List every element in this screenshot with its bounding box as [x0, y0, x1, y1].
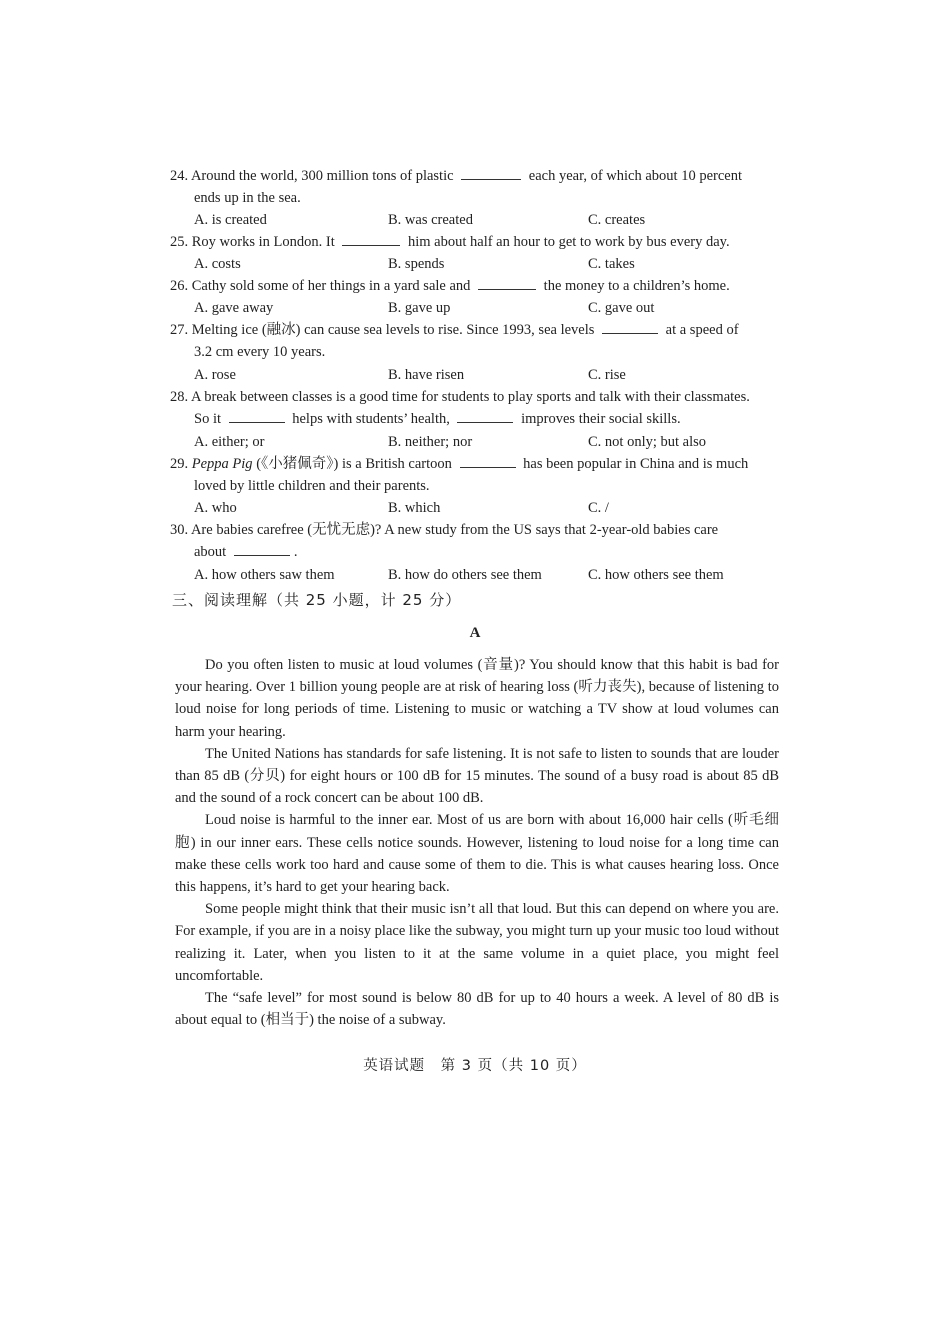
- answer-blank: [457, 408, 513, 423]
- question-text: has been popular in China and is much: [523, 456, 749, 472]
- question-number: 26.: [170, 278, 189, 294]
- options-25: [194, 253, 784, 275]
- option-a: A. who: [194, 500, 237, 516]
- question-number: 27.: [170, 322, 189, 338]
- option-b: B. have risen: [388, 367, 465, 383]
- passage-paragraph: Do you often listen to music at loud volumes (音量)? You should know that this habit is bad for your hearing. Over 1 billion young people are at risk of hearing loss (听力丧失), because of listening to loud noise for long periods of time. Listening to music or watching a TV show at loud volumes can harm your hearing.: [175, 657, 779, 740]
- question-continuation: ends up in the sea.: [194, 190, 301, 206]
- option-b: B. spends: [388, 256, 445, 272]
- options-28: [194, 431, 784, 453]
- options-26: [194, 297, 784, 319]
- answer-blank: [342, 231, 400, 246]
- option-b: B. neither; nor: [388, 434, 473, 450]
- option-b: B. how do others see them: [388, 567, 542, 583]
- options-30: [194, 564, 784, 586]
- question-text: helps with students’ health,: [292, 411, 450, 427]
- passage-paragraph: The “safe level” for most sound is below 80 dB for up to 40 hours a week. A level of 80 dB is about equal to (相当于) the noise of a subway.: [175, 990, 779, 1029]
- question-number: 25.: [170, 234, 189, 250]
- question-27: [170, 319, 782, 363]
- question-number: 28.: [170, 389, 189, 405]
- question-continuation: loved by little children and their parents.: [194, 478, 430, 494]
- question-continuation: 3.2 cm every 10 years.: [194, 344, 326, 360]
- question-text: So it: [194, 411, 221, 427]
- section-title: 三、阅读理解（共 25 小题，计 25 分）: [172, 591, 462, 609]
- question-text: (《小猪佩奇》) is a British cartoon: [256, 456, 452, 472]
- question-text: improves their social skills.: [521, 411, 681, 427]
- question-number: 29.: [170, 456, 189, 472]
- question-text: Cathy sold some of her things in a yard sale and: [191, 278, 471, 294]
- options-24: [194, 209, 784, 231]
- question-text: him about half an hour to get to work by bus every day.: [407, 234, 730, 250]
- question-28: [170, 386, 782, 430]
- question-number: 30.: [170, 522, 189, 538]
- question-text: Roy works in London. It: [191, 234, 335, 250]
- option-b: B. which: [388, 500, 441, 516]
- question-text: the money to a children’s home.: [543, 278, 730, 294]
- option-c: C. takes: [588, 256, 635, 272]
- cartoon-title: Peppa Pig: [191, 456, 253, 472]
- question-text: each year, of which about 10 percent: [528, 168, 742, 184]
- option-c: C. rise: [588, 367, 626, 383]
- answer-blank: [602, 319, 658, 334]
- answer-blank: [229, 408, 285, 423]
- question-text: at a speed of: [665, 322, 739, 338]
- passage-label: A: [469, 625, 481, 641]
- question-text: A break between classes is a good time for students to play sports and talk with their classmates.: [190, 389, 750, 405]
- reading-passage: [175, 654, 779, 1031]
- option-c: C. creates: [588, 212, 646, 228]
- option-b: B. gave up: [388, 300, 451, 316]
- question-30: 30. Are babies carefree (无忧无虑)? A new study from the US says that 2-year-old babies care about .: [170, 522, 719, 560]
- passage-paragraph: Some people might think that their music isn’t all that loud. But this can depend on where you are. For example, if you are in a noisy place like the subway, you might turn up your music too loud without realizing it. Later, when you listen to it at the same volume in a quiet place, you might feel uncomfortable.: [175, 901, 779, 984]
- question-text: Are babies carefree (无忧无虑)? A new study from the US says that 2-year-old babies care: [190, 522, 719, 538]
- answer-blank: [234, 541, 290, 556]
- option-c: C. /: [588, 500, 609, 516]
- option-b: B. was created: [388, 212, 473, 228]
- option-c: C. gave out: [588, 300, 655, 316]
- question-29: [170, 453, 782, 497]
- question-24: [170, 165, 782, 209]
- option-a: A. costs: [194, 256, 241, 272]
- option-a: A. is created: [194, 212, 267, 228]
- question-text: Around the world, 300 million tons of plastic: [190, 168, 454, 184]
- question-text: about: [194, 544, 227, 560]
- option-c: C. how others see them: [588, 567, 724, 583]
- passage-paragraph: The United Nations has standards for safe listening. It is not safe to listen to sounds that are louder than 85 dB (分贝) for eight hours or 100 dB for 15 minutes. The sound of a busy road is about 85 dB and the sound of a rock concert can be about 100 dB.: [175, 745, 779, 807]
- page-footer: 英语试题 第 3 页（共 10 页）: [363, 1058, 587, 1074]
- options-27: [194, 364, 784, 386]
- question-number: 24.: [170, 168, 189, 184]
- options-29: [194, 497, 784, 519]
- answer-blank: [461, 165, 521, 180]
- question-25: [170, 231, 782, 253]
- option-a: A. either; or: [194, 434, 265, 450]
- question-26: [170, 275, 782, 297]
- option-c: C. not only; but also: [588, 434, 707, 450]
- question-text: Melting ice (融冰) can cause sea levels to rise. Since 1993, sea levels: [191, 322, 595, 338]
- answer-blank: [460, 453, 516, 468]
- passage-paragraph: Loud noise is harmful to the inner ear. Most of us are born with about 16,000 hair cells (听毛细胞) in our inner ears. These cells notice sounds. However, listening to loud noise for a long time can make these cells work too hard and cause some of them to die. This is what causes hearing loss. Once this happens, it’s hard to get your hearing back.: [175, 812, 779, 896]
- option-a: A. how others saw them: [194, 567, 335, 583]
- option-a: A. rose: [194, 367, 236, 383]
- option-a: A. gave away: [194, 300, 274, 316]
- answer-blank: [478, 275, 536, 290]
